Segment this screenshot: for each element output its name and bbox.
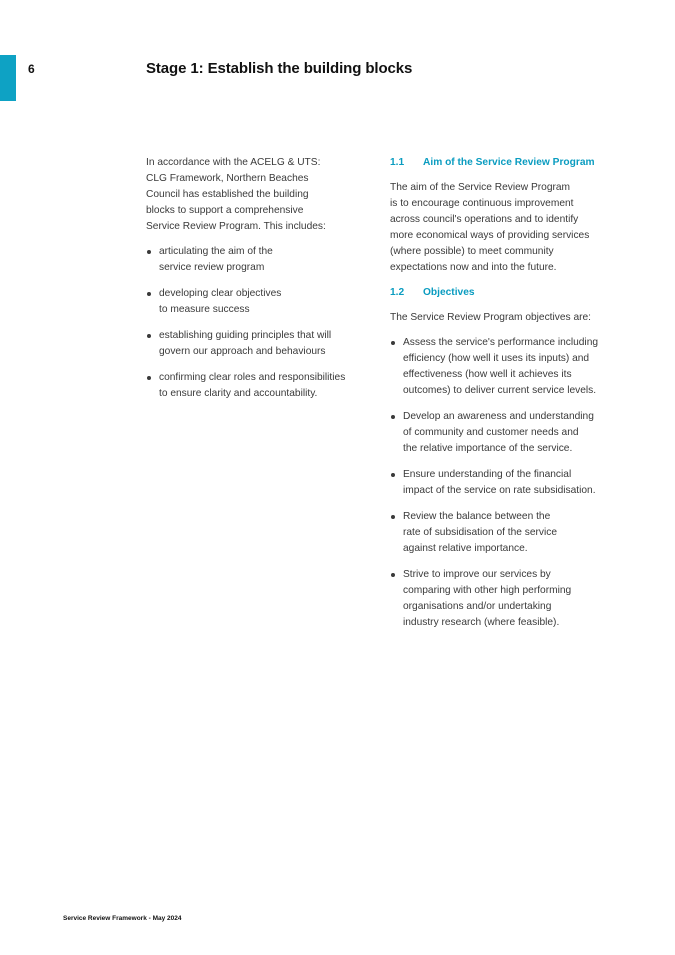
list-item: Ensure understanding of the financial impact of the service on rate subsidisation. xyxy=(390,467,618,499)
list-item: articulating the aim of the service review program xyxy=(146,244,366,276)
objectives-list xyxy=(390,335,618,631)
list-item: confirming clear roles and responsibilities to ensure clarity and accountability. xyxy=(146,370,366,402)
objectives-intro: The Service Review Program objectives are: xyxy=(390,312,591,323)
section-heading-objectives xyxy=(390,285,618,301)
building-blocks-list xyxy=(146,244,366,402)
page-number: 6 xyxy=(28,62,35,76)
list-item: Strive to improve our services by comparing with other high performing organisations and/or undertaking industry research (where feasible). xyxy=(390,567,618,631)
footer-text: Service Review Framework - May 2024 xyxy=(63,915,182,922)
list-item: Review the balance between the rate of subsidisation of the service against relative importance. xyxy=(390,509,618,557)
list-item: Assess the service's performance including efficiency (how well it uses its inputs) and effectiveness (how well it achieves its outcomes) to deliver current service levels. xyxy=(390,335,618,399)
aim-paragraph: The aim of the Service Review Program is to encourage continuous improvement across council's operations and to identify more economical ways of providing services (where possible) to meet community expectations now and into the future. xyxy=(390,182,590,273)
section-title: Aim of the Service Review Program xyxy=(423,157,595,168)
section-number: 1.1 xyxy=(390,157,405,168)
page-title: Stage 1: Establish the building blocks xyxy=(146,60,413,77)
intro-paragraph: In accordance with the ACELG & UTS: CLG Framework, Northern Beaches Council has established the building blocks to support a comprehensive Service Review Program. This includes: xyxy=(146,157,326,232)
list-item: establishing guiding principles that will govern our approach and behaviours xyxy=(146,328,366,360)
list-item: developing clear objectives to measure success xyxy=(146,286,366,318)
section-number: 1.2 xyxy=(390,287,405,298)
right-column xyxy=(390,155,618,641)
section-heading-aim xyxy=(390,155,618,171)
list-item: Develop an awareness and understanding of community and customer needs and the relative importance of the service. xyxy=(390,409,618,457)
section-title: Objectives xyxy=(423,287,475,298)
left-column xyxy=(146,155,366,412)
accent-bar xyxy=(0,55,16,101)
